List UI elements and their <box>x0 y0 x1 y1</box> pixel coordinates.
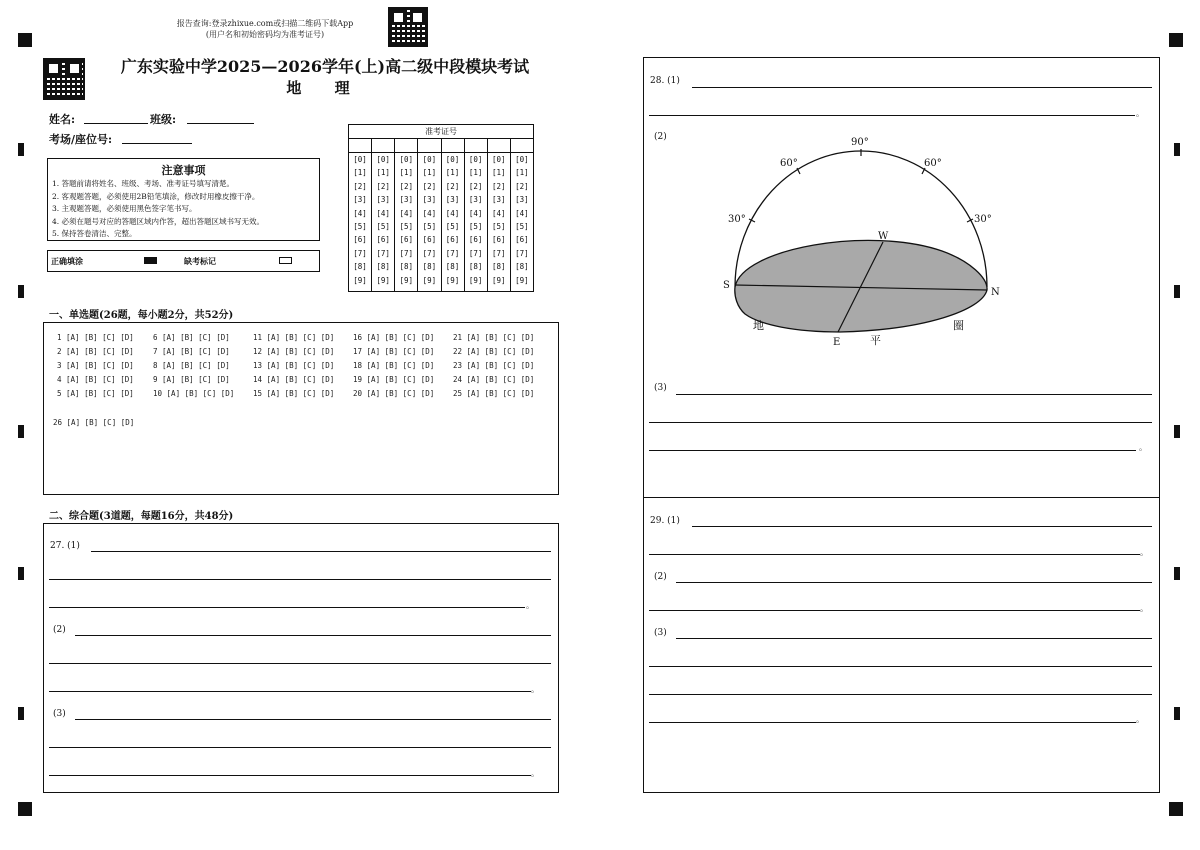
label-s: S <box>723 280 730 291</box>
ticket-digit-column <box>465 139 488 291</box>
ticket-digit-bubble[interactable]: [8] <box>468 262 483 272</box>
ticket-digit-bubble[interactable]: [8] <box>353 262 367 272</box>
ticket-digit-bubble[interactable]: [1] <box>376 168 390 178</box>
ticket-digit-bubble[interactable]: [2] <box>376 181 390 191</box>
mc-question-number: 26 <box>53 418 63 427</box>
ticket-digit-bubble[interactable]: [5] <box>422 222 437 232</box>
notice-item: 5. 保持答卷清洁、完整。 <box>52 229 137 238</box>
period-mark: 。 <box>1139 443 1147 452</box>
mc-question-number: 13 <box>253 361 263 370</box>
horizon-char-2: 平 <box>870 334 881 347</box>
mc-question-20[interactable] <box>353 389 434 398</box>
ticket-digit-column <box>511 139 533 291</box>
alignment-marker <box>1169 802 1183 816</box>
answer-line[interactable] <box>676 638 1152 639</box>
label-60-left: 60° <box>780 158 798 169</box>
q29-part3-label: (3) <box>654 628 667 638</box>
ticket-digit-bubble[interactable]: [4] <box>376 208 390 218</box>
answer-line[interactable] <box>649 450 1136 451</box>
mc-question-number: 16 <box>353 333 363 342</box>
name-label: 姓名: <box>49 113 76 126</box>
mc-question-number: 9 <box>153 375 158 384</box>
alignment-marker <box>18 802 32 816</box>
ticket-digit-bubble[interactable]: [0] <box>399 155 414 164</box>
mc-question-number: 2 <box>57 347 62 356</box>
mc-question-number: 24 <box>453 375 463 384</box>
ticket-digit-bubble[interactable]: [6] <box>422 235 437 245</box>
ticket-digit-bubble[interactable]: [3] <box>399 195 414 205</box>
ticket-digit-bubble[interactable]: [7] <box>422 248 437 258</box>
ticket-digit-bubble[interactable]: [3] <box>445 195 460 205</box>
mc-question-3[interactable] <box>57 361 134 370</box>
answer-line[interactable] <box>649 610 1140 611</box>
ticket-digit-bubble[interactable]: [4] <box>353 208 367 218</box>
exam-title: 广东实验中学2025—2026学年(上)高二级中段模块考试 <box>120 57 530 76</box>
ticket-digit-bubble[interactable]: [9] <box>468 275 483 285</box>
answer-line[interactable] <box>649 115 1135 116</box>
mc-question-10[interactable] <box>153 389 234 398</box>
ticket-digit-bubble[interactable]: [7] <box>399 248 414 258</box>
q27-part2-label: (2) <box>53 625 66 635</box>
timing-mark <box>18 707 24 720</box>
answer-line[interactable] <box>75 719 551 720</box>
answer-line[interactable] <box>649 666 1152 667</box>
timing-mark <box>1174 567 1180 580</box>
ticket-digit-bubble[interactable]: [2] <box>422 181 437 191</box>
ticket-digit-bubble[interactable]: [7] <box>492 248 506 258</box>
ticket-digit-write-box[interactable] <box>465 139 487 153</box>
answer-line[interactable] <box>91 551 551 552</box>
alignment-marker <box>1169 33 1183 47</box>
ticket-digit-bubble[interactable]: [0] <box>445 155 460 164</box>
celestial-sphere-diagram <box>720 130 1010 355</box>
mc-question-number: 5 <box>57 389 62 398</box>
alignment-marker <box>18 33 32 47</box>
ticket-digit-bubble[interactable]: [5] <box>492 222 506 232</box>
ticket-digit-bubble[interactable]: [9] <box>492 275 506 285</box>
ticket-digit-bubble[interactable]: [7] <box>515 248 529 258</box>
ticket-digit-bubble[interactable]: [4] <box>515 208 529 218</box>
ticket-digit-column <box>442 139 465 291</box>
period-mark: 。 <box>531 685 539 694</box>
ticket-digit-write-box[interactable] <box>442 139 464 153</box>
mc-question-12[interactable] <box>253 347 334 356</box>
ticket-digit-bubble[interactable]: [6] <box>376 235 390 245</box>
mc-question-7[interactable] <box>153 347 230 356</box>
ticket-digit-bubble[interactable]: [0] <box>468 155 483 164</box>
mc-options[interactable]: [A] [B] [C] [D] <box>266 361 335 370</box>
mc-question-23[interactable] <box>453 361 534 370</box>
horizon-char-1: 地 <box>753 319 764 332</box>
ticket-digit-bubble[interactable]: [4] <box>445 208 460 218</box>
mc-question-number: 18 <box>353 361 363 370</box>
answer-line[interactable] <box>49 663 551 664</box>
period-mark: 。 <box>1140 548 1148 557</box>
report-query-line2: (用户名和初始密码均为准考证号) <box>205 30 325 39</box>
ticket-digit-bubble[interactable]: [5] <box>399 222 414 232</box>
ticket-digit-bubble[interactable]: [6] <box>353 235 367 245</box>
mc-question-16[interactable] <box>353 333 434 342</box>
mc-options[interactable]: [A] [B] [C] [D] <box>466 333 535 342</box>
ticket-digit-bubble[interactable]: [9] <box>376 275 390 285</box>
section2-title: 二、综合题(3道题，每题16分，共48分) <box>49 511 234 522</box>
mc-question-18[interactable] <box>353 361 434 370</box>
mc-question-number: 21 <box>453 333 463 342</box>
mc-question-number: 14 <box>253 375 263 384</box>
ticket-digit-column <box>372 139 395 291</box>
timing-mark <box>18 567 24 580</box>
answer-line[interactable] <box>692 87 1152 88</box>
ticket-digit-bubble[interactable]: [6] <box>515 235 529 245</box>
ticket-digit-bubble[interactable]: [8] <box>492 262 506 272</box>
ticket-digit-bubble[interactable]: [4] <box>422 208 437 218</box>
ticket-digit-bubble[interactable]: [3] <box>468 195 483 205</box>
mc-question-number: 23 <box>453 361 463 370</box>
ticket-digit-bubble[interactable]: [0] <box>515 155 529 164</box>
mc-question-26[interactable] <box>53 418 134 427</box>
ticket-digit-write-box[interactable] <box>349 139 371 153</box>
ticket-digit-bubble[interactable]: [7] <box>445 248 460 258</box>
mc-question-8[interactable] <box>153 361 230 370</box>
mc-options[interactable]: [A] [B] [C] [D] <box>166 389 235 398</box>
report-query-line1: 报告查询:登录zhixue.com或扫描二维码下载App <box>176 19 354 28</box>
q29-answer-box <box>643 497 1160 793</box>
correct-fill-label: 正确填涂 <box>51 256 83 266</box>
mc-options[interactable]: [A] [B] [C] [D] <box>66 361 134 370</box>
ticket-digit-bubble[interactable]: [5] <box>468 222 483 232</box>
ticket-digit-bubble[interactable]: [0] <box>422 155 437 164</box>
mc-options[interactable]: [A] [B] [C] [D] <box>266 375 335 384</box>
ticket-digit-column <box>349 139 372 291</box>
mc-question-6[interactable] <box>153 333 230 342</box>
ticket-digit-bubble[interactable]: [7] <box>376 248 390 258</box>
mc-question-number: 19 <box>353 375 363 384</box>
ticket-digit-bubble[interactable]: [8] <box>399 262 414 272</box>
correct-fill-sample <box>144 257 157 264</box>
notice-item: 3. 主观题答题，必须使用黑色签字笔书写。 <box>52 204 197 213</box>
ticket-digit-bubble[interactable]: [7] <box>468 248 483 258</box>
notice-item: 4. 必须在题号对应的答题区域内作答，超出答题区域书写无效。 <box>52 216 265 226</box>
ticket-digit-bubble[interactable]: [5] <box>445 222 460 232</box>
ticket-digit-bubble[interactable]: [2] <box>445 181 460 191</box>
ticket-digit-bubble[interactable]: [6] <box>492 235 506 245</box>
label-30-right: 30° <box>974 214 992 225</box>
period-mark: 。 <box>531 769 539 778</box>
fill-legend <box>47 250 320 272</box>
ticket-digit-bubble[interactable]: [6] <box>399 235 414 245</box>
mc-options[interactable]: [A] [B] [C] [D] <box>266 347 335 356</box>
mc-question-2[interactable] <box>57 347 134 356</box>
label-60-right: 60° <box>924 158 942 169</box>
ticket-digit-bubble[interactable]: [2] <box>353 181 367 191</box>
ticket-digit-bubble[interactable]: [5] <box>515 222 529 232</box>
notice-item: 2. 客观题答题，必须使用2B铅笔填涂，修改时用橡皮擦干净。 <box>52 191 260 201</box>
ticket-digit-write-box[interactable] <box>488 139 510 153</box>
ticket-digit-bubble[interactable]: [3] <box>422 195 437 205</box>
timing-mark <box>1174 143 1180 156</box>
notice-box <box>47 158 320 241</box>
label-90: 90° <box>851 137 869 148</box>
mc-question-1[interactable] <box>57 333 134 342</box>
ticket-digit-bubble[interactable]: [9] <box>445 275 460 285</box>
mc-options[interactable]: [A] [B] [C] [D] <box>66 375 134 384</box>
ticket-digit-bubble[interactable]: [9] <box>353 275 367 285</box>
mc-question-number: 10 <box>153 389 163 398</box>
q27-answer-box <box>43 523 559 793</box>
q29-part2-label: (2) <box>654 572 667 582</box>
ticket-digit-bubble[interactable]: [3] <box>353 195 367 205</box>
ticket-number-title: 准考证号 <box>349 125 533 139</box>
ticket-digit-bubble[interactable]: [1] <box>492 168 506 178</box>
mc-options[interactable]: [A] [B] [C] [D] <box>366 389 435 398</box>
ticket-digit-write-box[interactable] <box>372 139 394 153</box>
mc-options[interactable]: [A] [B] [C] [D] <box>66 389 134 398</box>
answer-line[interactable] <box>692 526 1152 527</box>
mc-options[interactable]: [A] [B] [C] [D] <box>466 361 535 370</box>
mc-question-14[interactable] <box>253 375 334 384</box>
mc-question-number: 15 <box>253 389 263 398</box>
mc-options[interactable]: [A] [B] [C] [D] <box>162 347 230 356</box>
ticket-digit-bubble[interactable]: [0] <box>376 155 390 164</box>
label-e: E <box>833 337 841 348</box>
absent-mark-box[interactable] <box>279 257 292 264</box>
mc-question-11[interactable] <box>253 333 334 342</box>
mc-question-4[interactable] <box>57 375 134 384</box>
answer-line[interactable] <box>649 722 1136 723</box>
mc-question-17[interactable] <box>353 347 434 356</box>
ticket-number-grid <box>348 124 534 292</box>
class-label: 班级: <box>150 113 177 126</box>
ticket-digit-bubble[interactable]: [2] <box>399 181 414 191</box>
report-query-note <box>150 18 380 40</box>
absent-mark-label: 缺考标记 <box>184 256 216 266</box>
ticket-digit-bubble[interactable]: [4] <box>468 208 483 218</box>
answer-line[interactable] <box>649 694 1152 695</box>
ticket-digit-bubble[interactable]: [3] <box>515 195 529 205</box>
mc-question-number: 22 <box>453 347 463 356</box>
mc-question-number: 20 <box>353 389 363 398</box>
mc-question-15[interactable] <box>253 389 334 398</box>
mc-options[interactable]: [A] [B] [C] [D] <box>266 389 335 398</box>
ticket-digit-bubble[interactable]: [0] <box>353 155 367 164</box>
mc-options[interactable]: [A] [B] [C] [D] <box>162 333 230 342</box>
answer-line[interactable] <box>649 422 1152 423</box>
ticket-digit-bubble[interactable]: [8] <box>445 262 460 272</box>
ticket-digit-bubble[interactable]: [6] <box>445 235 460 245</box>
ticket-digit-bubble[interactable]: [8] <box>422 262 437 272</box>
answer-line[interactable] <box>676 394 1152 395</box>
mc-options[interactable]: [A] [B] [C] [D] <box>162 361 230 370</box>
answer-line[interactable] <box>75 635 551 636</box>
mc-question-number: 1 <box>57 333 62 342</box>
mc-question-19[interactable] <box>353 375 434 384</box>
ticket-digit-bubble[interactable]: [1] <box>353 168 367 178</box>
answer-line[interactable] <box>49 579 551 580</box>
ticket-digit-bubble[interactable]: [4] <box>492 208 506 218</box>
mc-question-number: 25 <box>453 389 463 398</box>
mc-options[interactable]: [A] [B] [C] [D] <box>66 418 135 427</box>
label-n: N <box>991 287 1000 298</box>
mc-question-22[interactable] <box>453 347 534 356</box>
mc-question-5[interactable] <box>57 389 134 398</box>
ticket-digit-column <box>488 139 511 291</box>
q28-part2-label: (2) <box>654 132 667 142</box>
mc-question-13[interactable] <box>253 361 334 370</box>
seat-label: 考场/座位号: <box>49 133 113 146</box>
ticket-digit-write-box[interactable] <box>511 139 533 153</box>
mc-question-number: 3 <box>57 361 62 370</box>
answer-line[interactable] <box>49 747 551 748</box>
period-mark: 。 <box>1136 715 1144 724</box>
mc-question-number: 11 <box>253 333 263 342</box>
mc-question-9[interactable] <box>153 375 230 384</box>
ticket-digit-column <box>418 139 441 291</box>
mc-options[interactable]: [A] [B] [C] [D] <box>162 375 230 384</box>
ticket-digit-bubble[interactable]: [1] <box>445 168 460 178</box>
ticket-digit-bubble[interactable]: [1] <box>399 168 414 178</box>
timing-mark <box>1174 285 1180 298</box>
notice-title: 注意事项 <box>161 164 206 177</box>
ticket-digit-bubble[interactable]: [4] <box>399 208 414 218</box>
ticket-digit-bubble[interactable]: [8] <box>376 262 390 272</box>
mc-question-number: 17 <box>353 347 363 356</box>
class-field[interactable] <box>187 123 254 124</box>
section1-title: 一、单选题(26题，每小题2分，共52分) <box>49 310 234 321</box>
timing-mark <box>1174 425 1180 438</box>
mc-options[interactable]: [A] [B] [C] [D] <box>466 347 535 356</box>
mc-options[interactable]: [A] [B] [C] [D] <box>466 375 535 384</box>
answer-line[interactable] <box>649 554 1140 555</box>
timing-mark <box>1174 707 1180 720</box>
mc-options[interactable]: [A] [B] [C] [D] <box>366 333 435 342</box>
answer-line[interactable] <box>676 582 1152 583</box>
ticket-digit-bubble[interactable]: [2] <box>492 181 506 191</box>
ticket-digit-bubble[interactable]: [9] <box>515 275 529 285</box>
ticket-digit-bubble[interactable]: [2] <box>515 181 529 191</box>
mc-question-25[interactable] <box>453 389 534 398</box>
exam-subject: 地 理 <box>286 79 364 97</box>
ticket-digit-bubble[interactable]: [5] <box>353 222 367 232</box>
period-mark: 。 <box>1140 604 1148 613</box>
qr-code-icon <box>388 7 428 47</box>
q29-part1-label: 29. (1) <box>650 516 680 526</box>
answer-line[interactable] <box>49 775 531 776</box>
mc-question-number: 8 <box>153 361 158 370</box>
timing-mark <box>18 143 24 156</box>
ticket-digit-bubble[interactable]: [9] <box>399 275 414 285</box>
ticket-digit-bubble[interactable]: [3] <box>492 195 506 205</box>
ticket-digit-bubble[interactable]: [6] <box>468 235 483 245</box>
q27-part3-label: (3) <box>53 709 66 719</box>
period-mark: 。 <box>526 601 534 610</box>
ticket-digit-bubble[interactable]: [1] <box>515 168 529 178</box>
ticket-digit-column <box>395 139 418 291</box>
mc-question-21[interactable] <box>453 333 534 342</box>
mc-options[interactable]: [A] [B] [C] [D] <box>366 361 435 370</box>
ticket-digit-bubble[interactable]: [5] <box>376 222 390 232</box>
ticket-digit-bubble[interactable]: [3] <box>376 195 390 205</box>
mc-options[interactable]: [A] [B] [C] [D] <box>366 375 435 384</box>
seat-field[interactable] <box>122 143 192 144</box>
q28-part1-label: 28. (1) <box>650 76 680 86</box>
ticket-digit-write-box[interactable] <box>395 139 417 153</box>
timing-mark <box>18 425 24 438</box>
answer-line[interactable] <box>49 607 525 608</box>
mc-question-24[interactable] <box>453 375 534 384</box>
mc-question-number: 4 <box>57 375 62 384</box>
mc-options[interactable]: [A] [B] [C] [D] <box>66 347 134 356</box>
qr-code-icon <box>43 58 85 100</box>
timing-mark <box>18 285 24 298</box>
label-30-left: 30° <box>728 214 746 225</box>
mc-options[interactable]: [A] [B] [C] [D] <box>366 347 435 356</box>
ticket-digit-bubble[interactable]: [7] <box>353 248 367 258</box>
answer-line[interactable] <box>49 691 531 692</box>
mc-question-number: 12 <box>253 347 263 356</box>
mc-options[interactable]: [A] [B] [C] [D] <box>66 333 134 342</box>
ticket-digit-bubble[interactable]: [1] <box>422 168 437 178</box>
ticket-digit-write-box[interactable] <box>418 139 440 153</box>
mc-question-number: 7 <box>153 347 158 356</box>
mc-options[interactable]: [A] [B] [C] [D] <box>466 389 535 398</box>
notice-item: 1. 答题前请将姓名、班级、考场、准考证号填写清楚。 <box>52 179 235 188</box>
ticket-digit-bubble[interactable]: [2] <box>468 181 483 191</box>
ticket-digit-bubble[interactable]: [1] <box>468 168 483 178</box>
label-w: W <box>878 231 889 242</box>
horizon-char-3: 圈 <box>953 319 964 332</box>
mc-options[interactable]: [A] [B] [C] [D] <box>266 333 335 342</box>
ticket-digit-bubble[interactable]: [0] <box>492 155 506 164</box>
q28-part3-label: (3) <box>654 383 667 393</box>
name-field[interactable] <box>84 123 148 124</box>
period-mark: 。 <box>1136 109 1144 118</box>
q27-part1-label: 27. (1) <box>50 541 80 551</box>
ticket-digit-bubble[interactable]: [8] <box>515 262 529 272</box>
mc-question-number: 6 <box>153 333 158 342</box>
ticket-digit-bubble[interactable]: [9] <box>422 275 437 285</box>
